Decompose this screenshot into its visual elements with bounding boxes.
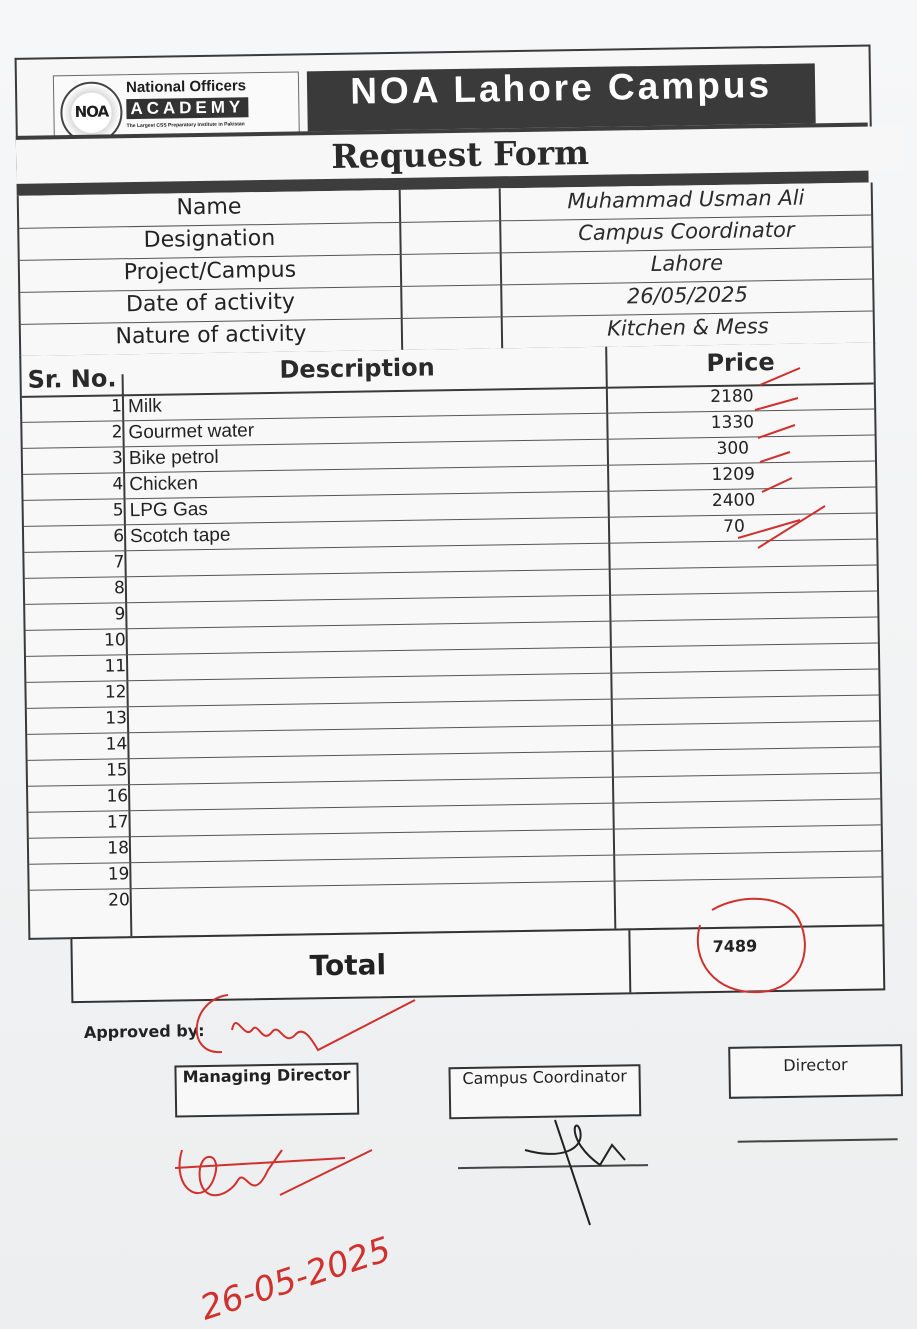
- row-price: [618, 775, 858, 779]
- info-value: Kitchen & Mess: [606, 314, 769, 341]
- col-header-price: Price: [706, 348, 775, 378]
- row-number: 1: [111, 396, 123, 417]
- row-price: [619, 853, 859, 857]
- row-price: 2180: [710, 386, 754, 408]
- row-number: 15: [105, 760, 128, 781]
- row-price: [617, 723, 857, 727]
- row-description: Bike petrol: [128, 446, 219, 470]
- row-number: 20: [108, 890, 130, 911]
- row-number: 10: [103, 630, 126, 651]
- row-price: 300: [716, 438, 750, 459]
- row-price: 1330: [710, 412, 755, 434]
- col-header-sr: Sr. No.: [27, 364, 117, 394]
- academy-seal-icon: NOA: [60, 81, 123, 144]
- row-number: 11: [104, 656, 127, 677]
- row-description: Chicken: [129, 473, 199, 496]
- row-price: [614, 541, 854, 545]
- info-label: Date of activity: [125, 289, 296, 318]
- row-number: 5: [112, 500, 124, 521]
- row-description: Gourmet water: [128, 420, 255, 444]
- row-number: 8: [113, 578, 126, 599]
- logo-tagline: The Largest CSS Preparatory Institute in Pakistan: [126, 121, 245, 130]
- row-price: [618, 801, 858, 805]
- row-description: Milk: [127, 395, 162, 418]
- col-header-description: Description: [279, 353, 435, 384]
- row-number: 14: [105, 734, 128, 755]
- row-price: 1209: [711, 464, 755, 486]
- info-value: Muhammad Usman Ali: [567, 185, 805, 214]
- row-number: 13: [105, 708, 128, 729]
- row-number: 4: [112, 474, 124, 495]
- row-price: [618, 749, 858, 753]
- row-price: [615, 567, 855, 571]
- campus-coordinator-box: Campus Coordinator: [448, 1064, 641, 1119]
- info-label: Nature of activity: [115, 321, 307, 350]
- total-row: [70, 924, 885, 1003]
- logo-name: National Officers: [125, 77, 247, 97]
- row-description: LPG Gas: [129, 498, 209, 522]
- managing-director-box: Managing Director: [174, 1063, 359, 1118]
- handwritten-date: 26-05-2025: [195, 1229, 396, 1329]
- request-form-sheet: [10, 8, 910, 1322]
- coordinator-signature-line: [458, 1164, 648, 1168]
- row-number: 7: [113, 552, 125, 573]
- row-number: 16: [106, 786, 129, 807]
- row-number: 3: [111, 448, 124, 469]
- row-price: [620, 879, 860, 883]
- total-value: 7489: [712, 936, 758, 957]
- row-price: [615, 593, 855, 597]
- row-price: [619, 827, 859, 831]
- row-price: [616, 671, 856, 675]
- row-number: 9: [114, 604, 126, 625]
- logo-academy: ACADEMY: [126, 97, 248, 119]
- info-label: Project/Campus: [123, 257, 297, 286]
- row-price: 70: [723, 516, 745, 537]
- row-price: 2400: [711, 490, 756, 512]
- info-value: Campus Coordinator: [578, 217, 795, 246]
- info-block: [17, 182, 875, 357]
- total-divider: [628, 930, 631, 992]
- row-price: [616, 619, 856, 623]
- row-number: 6: [113, 526, 125, 547]
- row-number: 18: [107, 838, 130, 859]
- info-label: Name: [176, 194, 242, 221]
- approved-by-label: Approved by:: [83, 1021, 205, 1042]
- total-label: Total: [309, 948, 387, 983]
- director-box: Director: [728, 1044, 903, 1099]
- director-signature-line: [738, 1138, 898, 1142]
- info-value: 26/05/2025: [626, 282, 749, 309]
- row-number: 17: [106, 812, 129, 833]
- row-price: [616, 645, 856, 649]
- info-value: Lahore: [650, 250, 724, 276]
- form-title: Request Form: [16, 126, 905, 184]
- campus-title: NOA Lahore Campus: [307, 63, 816, 131]
- row-price: [617, 697, 857, 701]
- row-number: 2: [111, 422, 123, 443]
- row-number: 19: [107, 864, 130, 885]
- info-label: Designation: [143, 225, 276, 253]
- row-description: Scotch tape: [129, 524, 231, 548]
- row-number: 12: [104, 682, 127, 703]
- items-table: [19, 342, 884, 939]
